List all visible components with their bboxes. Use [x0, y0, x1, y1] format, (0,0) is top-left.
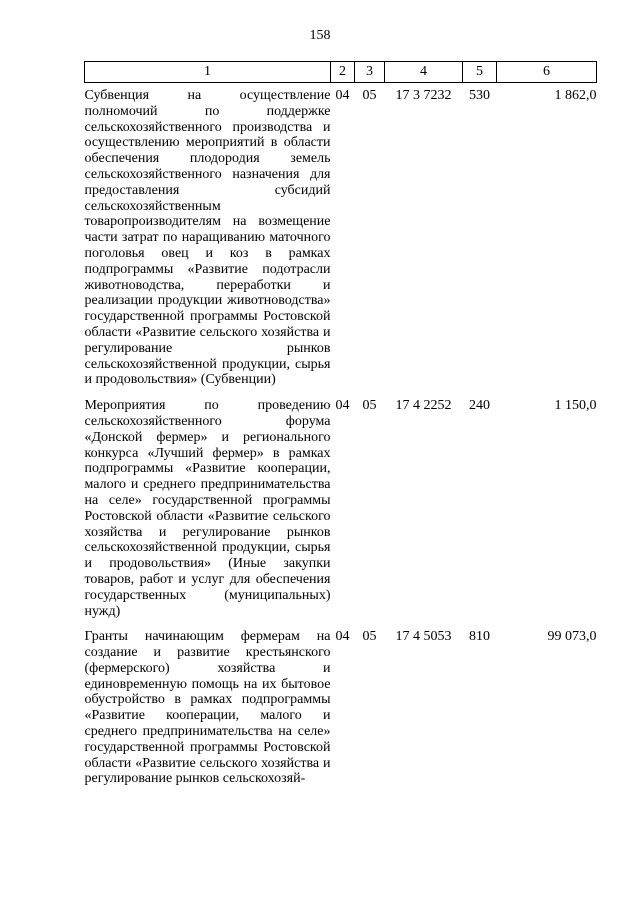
row-expense-type: 530 — [469, 88, 490, 103]
table-row — [85, 398, 597, 629]
header-col-2: 2 — [331, 62, 355, 83]
header-col-1: 1 — [85, 62, 331, 83]
header-col-6: 6 — [497, 62, 597, 83]
row-description: Мероприятия по проведению сельскохозяйственного форума «Донской фермер» и регионального конкурса «Лучший фермер» в рамках подпрограммы «Развитие кооперации, малого и среднего предпринимательства на селе» государственной программы Ростовской области «Развитие сельского хозяйства и регулирование рынков сельскохозяйственной продукции, сырья и продовольствия» (Иные закупки товаров, работ и услуг для обеспечения государственных (муниципальных) нужд) — [84, 398, 331, 619]
row-subsection: 05 — [362, 629, 377, 645]
header-col-5: 5 — [463, 62, 497, 83]
row-amount: 1 862,0 — [554, 88, 597, 103]
header-col-4: 4 — [385, 62, 463, 83]
row-amount: 99 073,0 — [547, 629, 597, 645]
table-row — [85, 629, 597, 797]
row-description: Гранты начинающим фермерам на создание и развитие крестьянского (фермерского) хозяйства и единовременную помощь на их бытовое обустройство в рамках подпрограммы «Развитие кооперации, малого и среднего предпринимательства на селе» государственной программы Ростовской области «Развитие сельского хозяйства и регулирование рынков сельскохозяй- — [84, 629, 331, 787]
row-section: 04 — [335, 398, 350, 414]
row-subsection: 05 — [362, 88, 377, 103]
row-expense-type: 810 — [469, 629, 490, 645]
table-row — [85, 83, 597, 399]
row-expense-type: 240 — [469, 398, 490, 414]
header-col-3: 3 — [355, 62, 385, 83]
row-section: 04 — [335, 629, 350, 645]
row-description: Субвенция на осуществление полномочий по поддержке сельскохозяйственного производства и осуществлению мероприятий в области обеспечения плодородия земель сельскохозяйственного назначения для предоставления субсидий сельскохозяйственным товаропроизводителям на возмещение части затрат по наращиванию маточного поголовья овец и коз в рамках подпрограммы «Развитие подотрасли животноводства, переработки и реализации продукции животноводства» государственной программы Ростовской области «Развитие сельского хозяйства и регулирование рынков сельскохозяйственной продукции, сырья и продовольствия» (Субвенции) — [84, 88, 331, 388]
row-target-code: 17 4 2252 — [395, 398, 452, 414]
row-target-code: 17 4 5053 — [395, 629, 452, 645]
row-subsection: 05 — [362, 398, 377, 414]
row-target-code: 17 3 7232 — [395, 88, 452, 103]
page-number: 158 — [309, 28, 331, 43]
row-amount: 1 150,0 — [554, 398, 597, 414]
budget-table — [84, 61, 597, 797]
table-header-row — [85, 62, 597, 83]
row-section: 04 — [335, 88, 350, 103]
